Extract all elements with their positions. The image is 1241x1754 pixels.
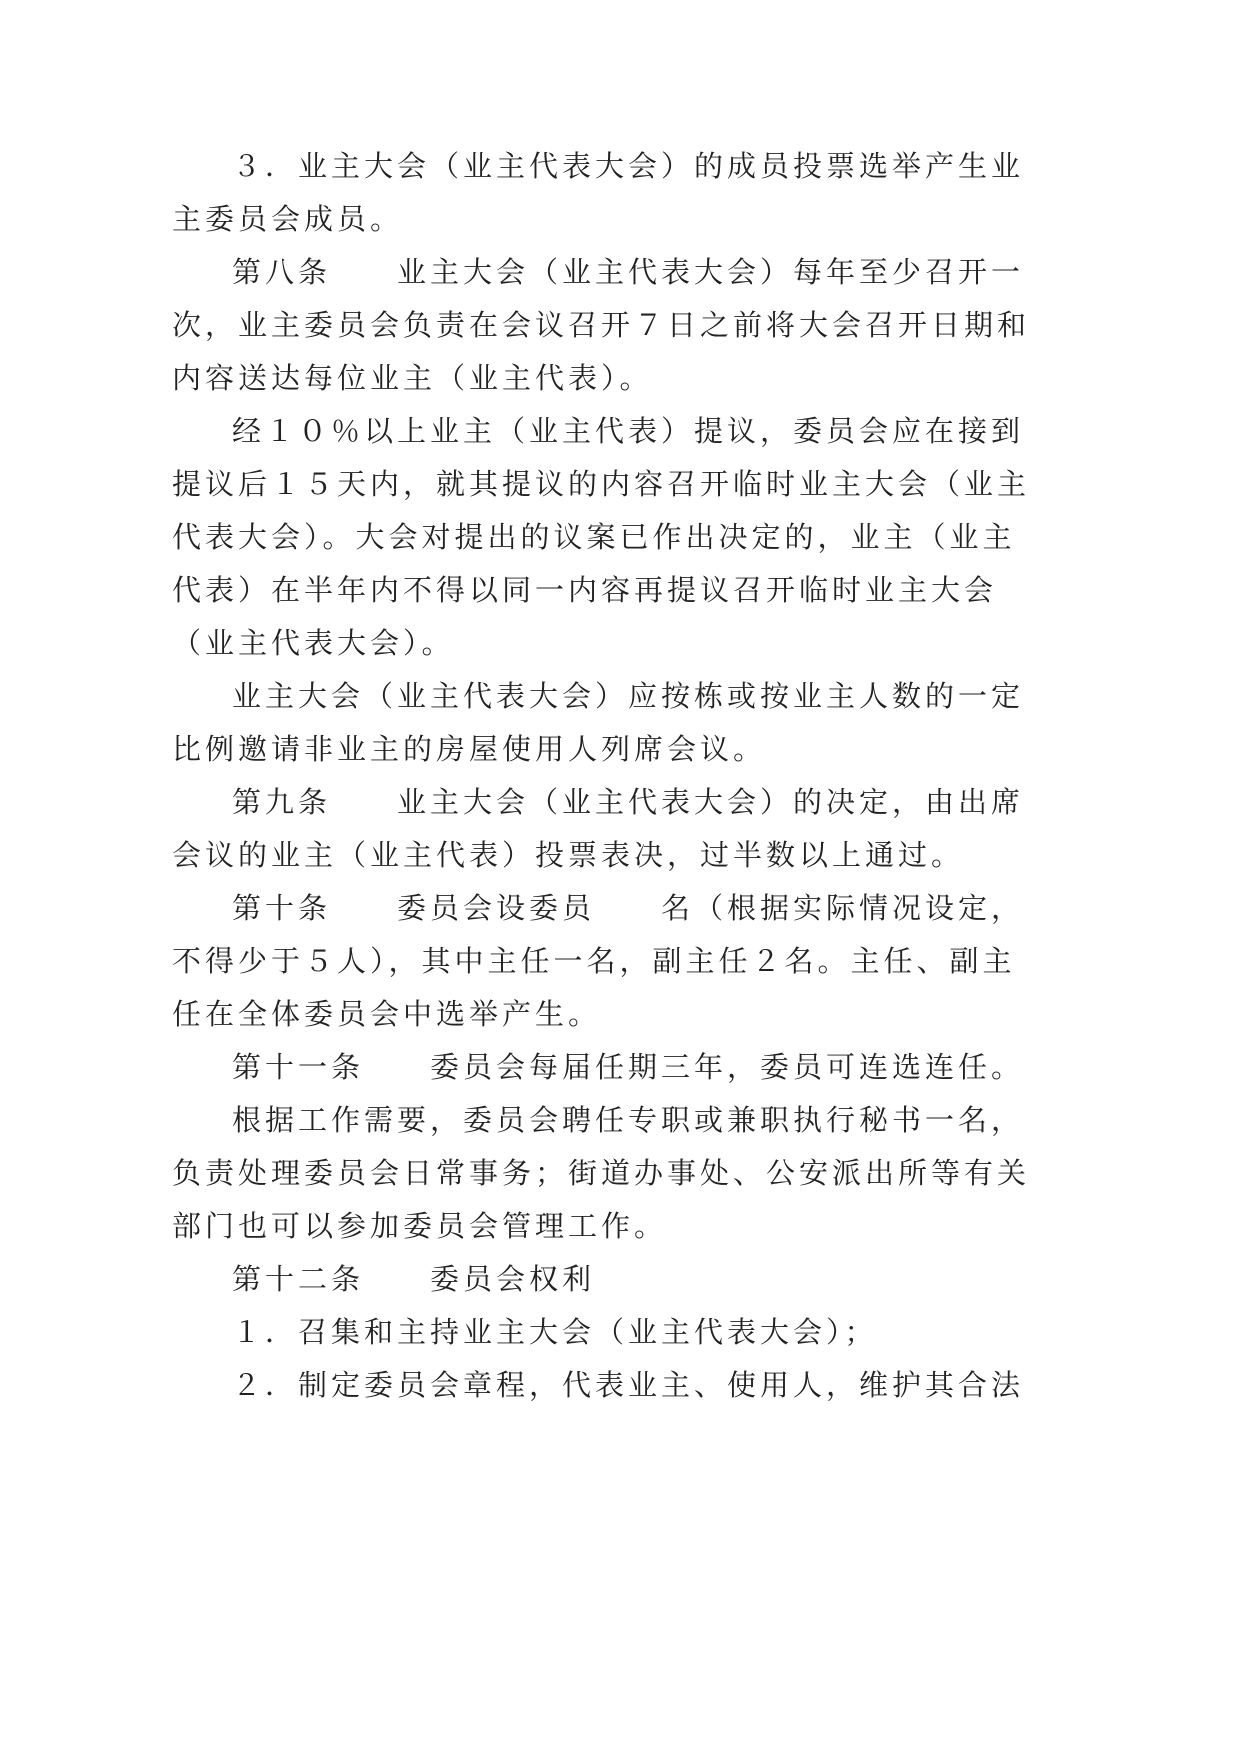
list-item: ２．制定委员会章程，代表业主、使用人，维护其合法 xyxy=(232,1368,1025,1402)
text-line: 负责处理委员会日常事务；街道办事处、公安派出所等有关 xyxy=(172,1156,1031,1190)
text-line: 比例邀请非业主的房屋使用人列席会议。 xyxy=(172,732,767,766)
article-12-heading-line: 第十二条 委员会权利 xyxy=(232,1262,596,1296)
text-line: 代表大会）。大会对提出的议案已作出决定的，业主（业主 xyxy=(172,520,1016,554)
text-line: 任在全体委员会中选举产生。 xyxy=(172,997,602,1031)
text-line: 部门也可以参加委员会管理工作。 xyxy=(172,1209,668,1243)
list-item: １．召集和主持业主大会（业主代表大会）； xyxy=(232,1315,878,1349)
text-line: 次，业主委员会负责在会议召开７日之前将大会召开日期和 xyxy=(172,308,1031,342)
article-10-heading-line: 第十条 委员会设委员 名（根据实际情况设定， xyxy=(232,891,1025,925)
article-11-heading-line: 第十一条 委员会每届任期三年，委员可连选连任。 xyxy=(232,1050,1025,1084)
text-line: 经１０％以上业主（业主代表）提议，委员会应在接到 xyxy=(232,414,1025,448)
text-line: 会议的业主（业主代表）投票表决，过半数以上通过。 xyxy=(172,838,965,872)
text-line: 不得少于５人），其中主任一名，副主任２名。主任、副主 xyxy=(172,944,1016,978)
article-8-heading-line: 第八条 业主大会（业主代表大会）每年至少召开一 xyxy=(232,255,1025,289)
text-line: 提议后１５天内，就其提议的内容召开临时业主大会（业主 xyxy=(172,467,1031,501)
text-line: ３．业主大会（业主代表大会）的成员投票选举产生业 xyxy=(232,149,1025,183)
article-9-heading-line: 第九条 业主大会（业主代表大会）的决定，由出席 xyxy=(232,785,1025,819)
text-line: 代表）在半年内不得以同一内容再提议召开临时业主大会 xyxy=(172,573,998,607)
text-line: （业主代表大会）。 xyxy=(172,626,455,660)
text-line: 业主大会（业主代表大会）应按栋或按业主人数的一定 xyxy=(232,679,1025,713)
text-line: 内容送达每位业主（业主代表）。 xyxy=(172,361,653,395)
text-line: 主委员会成员。 xyxy=(172,202,404,236)
text-line: 根据工作需要，委员会聘任专职或兼职执行秘书一名， xyxy=(232,1103,1025,1137)
